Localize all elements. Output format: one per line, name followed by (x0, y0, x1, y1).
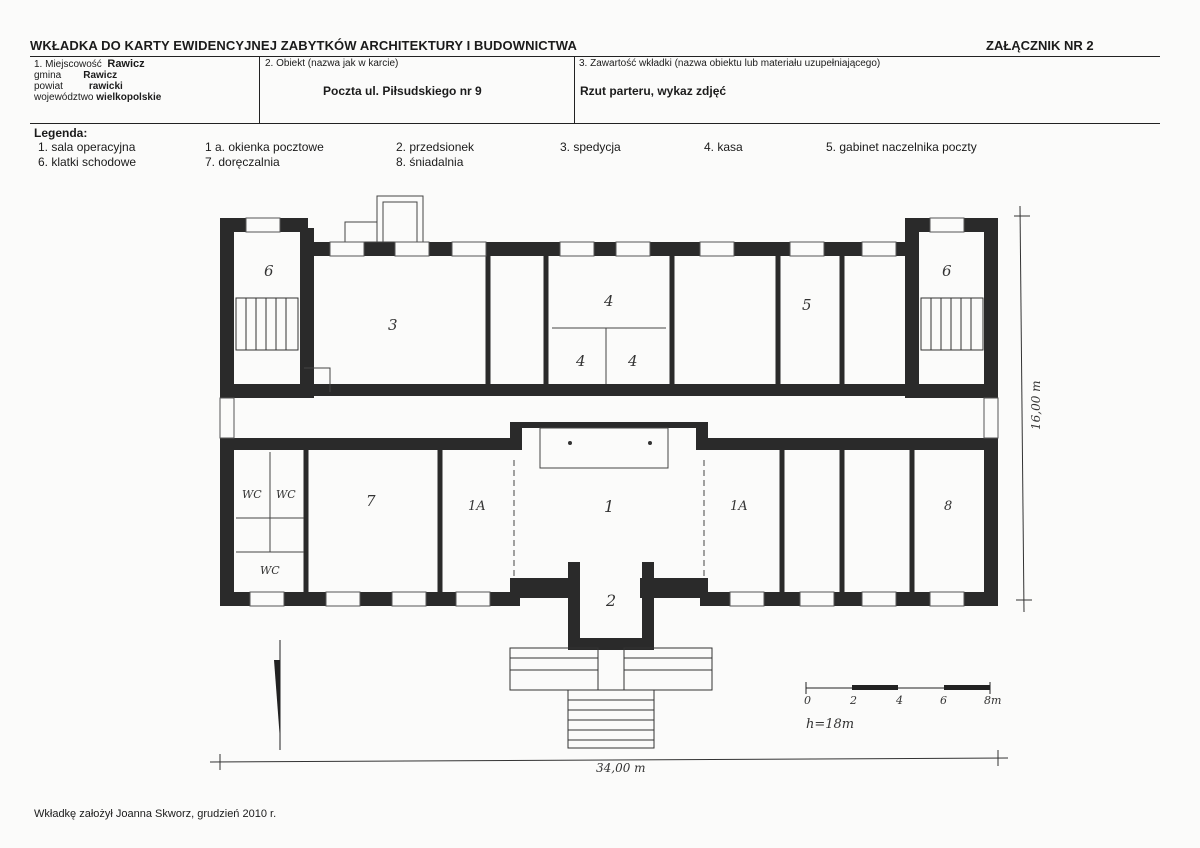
room-label: 6 (942, 262, 952, 280)
object-label: 2. Obiekt (nazwa jak w karcie) (265, 58, 399, 69)
room-label: 5 (802, 296, 812, 314)
legend-item: 1. sala operacyjna (38, 140, 136, 154)
powiat-label: powiat (34, 81, 63, 92)
room-label: WC (276, 488, 296, 501)
height-note: h=18m (806, 717, 855, 732)
powiat-value: rawicki (88, 81, 123, 92)
woj-label: województwo (34, 92, 94, 103)
room-label: 4 (604, 292, 614, 310)
room-label: 8 (944, 499, 953, 514)
gmina-value: Rawicz (83, 70, 118, 81)
annex-number: ZAŁĄCZNIK NR 2 (986, 38, 1094, 53)
scale-tick: 8m (984, 694, 1002, 707)
scale-tick: 4 (896, 694, 903, 707)
room-label: 1A (468, 499, 486, 514)
legend-item: 5. gabinet naczelnika poczty (826, 140, 977, 154)
window-openings (220, 218, 998, 606)
scale-tick: 0 (804, 694, 811, 707)
legend-item: 1 a. okienka pocztowe (205, 140, 324, 154)
room-label: 7 (366, 492, 376, 510)
room-label: 1 (604, 497, 615, 516)
stairs (236, 298, 983, 748)
legend-item: 3. spedycja (560, 140, 621, 154)
author-note: Wkładkę założył Joanna Skworz, grudzień 2010 r. (34, 808, 277, 820)
legend-item: 8. śniadalnia (396, 155, 464, 169)
scale-tick: 2 (850, 694, 857, 707)
legend-item: 6. klatki schodowe (38, 155, 137, 169)
contents-value: Rzut parteru, wykaz zdjęć (580, 84, 727, 98)
document-title: WKŁADKA DO KARTY EWIDENCYJNEJ ZABYTKÓW ARCHITEKTURY I BUDOWNICTWA (30, 38, 577, 53)
depth-dimension: 16,00 m (1029, 380, 1043, 430)
place-label: 1. Miejscowość (34, 59, 102, 70)
room-label: 2 (606, 591, 617, 610)
room-label: 1A (730, 499, 748, 514)
room-label: 6 (264, 262, 274, 280)
legend-title: Legenda: (34, 126, 88, 140)
gmina-label: gmina (34, 70, 62, 81)
room-label: 4 (628, 352, 638, 370)
scale-tick: 6 (940, 694, 947, 707)
place-value: Rawicz (107, 58, 145, 70)
counter-marks (568, 441, 652, 445)
room-label: WC (260, 564, 280, 577)
width-dimension: 34,00 m (596, 761, 646, 775)
object-name: Poczta ul. Piłsudskiego nr 9 (323, 84, 482, 98)
legend-item: 4. kasa (704, 140, 743, 154)
room-label: WC (242, 488, 262, 501)
room-label: 4 (576, 352, 586, 370)
legend-item: 2. przedsionek (396, 140, 475, 154)
contents-label: 3. Zawartość wkładki (nazwa obiektu lub materiału uzupełniającego) (579, 58, 881, 69)
outer-walls (220, 218, 998, 650)
legend-item: 7. doręczalnia (205, 155, 280, 169)
woj-value: wielkopolskie (96, 92, 162, 103)
scale-bar (806, 682, 990, 694)
room-label: 3 (388, 316, 398, 334)
north-arrow-icon (274, 640, 280, 750)
